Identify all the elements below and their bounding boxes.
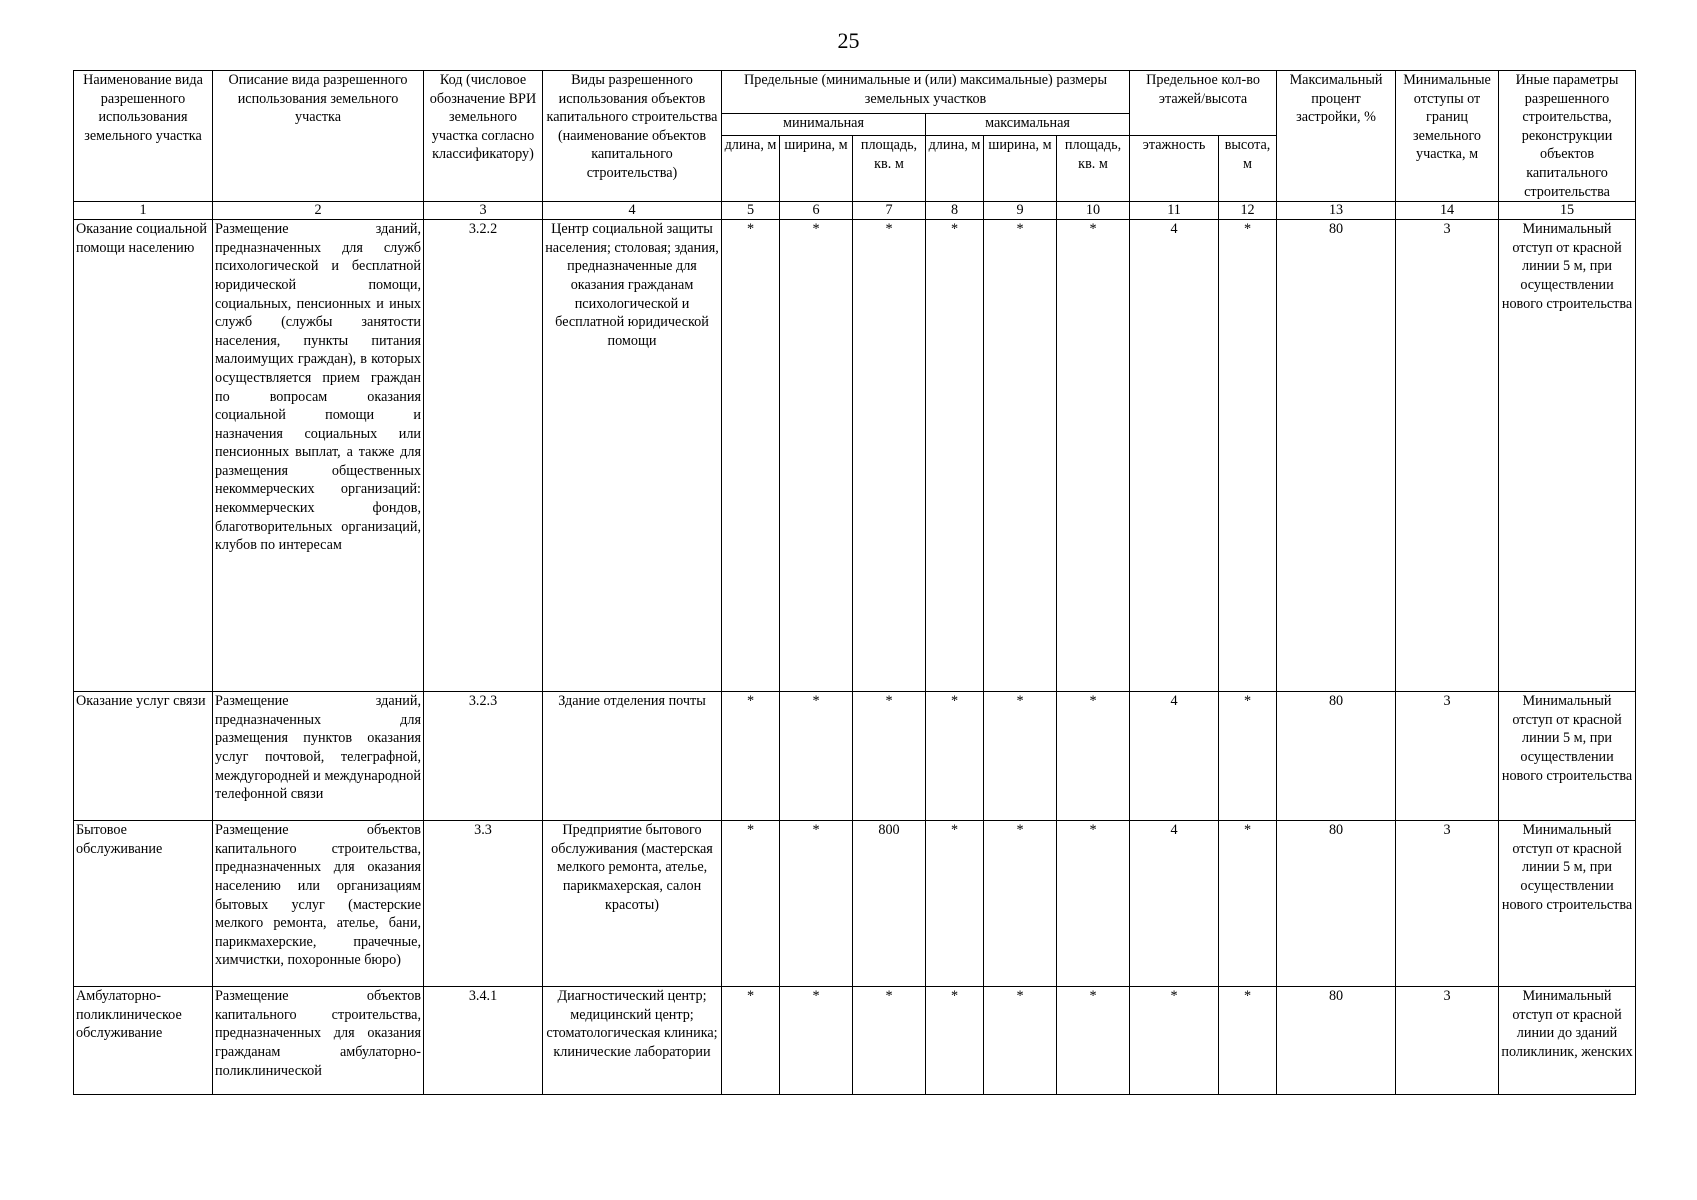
cell-other: Минимальный отступ от красной линии 5 м, при осуществлении нового строительства bbox=[1499, 821, 1636, 987]
header-name: Наименование вида разрешенного использования земельного участка bbox=[74, 71, 213, 202]
cell-description: Размещение объектов капитального строительства, предназначенных для оказания гражданам амбулаторно-поликлинической bbox=[213, 987, 424, 1095]
cell-min-width: * bbox=[780, 692, 853, 821]
cell-name: Амбулаторно-поликлиническое обслуживание bbox=[74, 987, 213, 1095]
cell-other: Минимальный отступ от красной линии до зданий поликлиник, женских bbox=[1499, 987, 1636, 1095]
cell-setback: 3 bbox=[1396, 220, 1499, 692]
cell-min-length: * bbox=[722, 220, 780, 692]
column-number: 13 bbox=[1277, 202, 1396, 220]
cell-max-area: * bbox=[1057, 220, 1130, 692]
cell-setback: 3 bbox=[1396, 821, 1499, 987]
cell-max-length: * bbox=[926, 987, 984, 1095]
cell-min-width: * bbox=[780, 987, 853, 1095]
header-max-area: площадь, кв. м bbox=[1057, 136, 1130, 202]
cell-objects: Предприятие бытового обслуживания (мастерская мелкого ремонта, ателье, парикмахерская, салон красоты) bbox=[543, 821, 722, 987]
header-max: максимальная bbox=[926, 114, 1130, 136]
header-limits: Предельные (минимальные и (или) максимальные) размеры земельных участков bbox=[722, 71, 1130, 114]
cell-setback: 3 bbox=[1396, 987, 1499, 1095]
cell-floors: 4 bbox=[1130, 692, 1219, 821]
header-description: Описание вида разрешенного использования земельного участка bbox=[213, 71, 424, 202]
cell-max-width: * bbox=[984, 821, 1057, 987]
column-number: 9 bbox=[984, 202, 1057, 220]
cell-max-length: * bbox=[926, 692, 984, 821]
cell-max-width: * bbox=[984, 987, 1057, 1095]
cell-floors: * bbox=[1130, 987, 1219, 1095]
cell-max-length: * bbox=[926, 821, 984, 987]
cell-min-area: 800 bbox=[853, 821, 926, 987]
header-floors-height: Предельное кол-во этажей/высота bbox=[1130, 71, 1277, 136]
cell-max-area: * bbox=[1057, 821, 1130, 987]
cell-code: 3.2.3 bbox=[424, 692, 543, 821]
cell-min-width: * bbox=[780, 821, 853, 987]
page-number: 25 bbox=[837, 28, 860, 53]
header-min-length: длина, м bbox=[722, 136, 780, 202]
header-objects: Виды разрешенного использования объектов капитального строительства (наименование объектов капитального строительства) bbox=[543, 71, 722, 202]
cell-description: Размещение зданий, предназначенных для служб психологической и бесплатной юридической помощи, социальных, пенсионных и иных служб (службы занятости населения, пункты питания малоимущих граждан), в которых осуществляется прием граждан по вопросам оказания социальной помощи и назначения социальных или пенсионных выплат, а также для размещения общественных некоммерческих организаций: некоммерческих фондов, благотворительных организаций, клубов по интересам bbox=[213, 220, 424, 692]
cell-floors: 4 bbox=[1130, 821, 1219, 987]
cell-max-percent: 80 bbox=[1277, 821, 1396, 987]
header-max-width: ширина, м bbox=[984, 136, 1057, 202]
cell-max-area: * bbox=[1057, 987, 1130, 1095]
cell-min-area: * bbox=[853, 692, 926, 821]
regulations-table bbox=[73, 70, 1636, 1095]
table-header bbox=[74, 71, 1636, 220]
cell-min-width: * bbox=[780, 220, 853, 692]
cell-code: 3.4.1 bbox=[424, 987, 543, 1095]
column-number: 3 bbox=[424, 202, 543, 220]
cell-objects: Здание отделения почты bbox=[543, 692, 722, 821]
column-number: 15 bbox=[1499, 202, 1636, 220]
cell-code: 3.2.2 bbox=[424, 220, 543, 692]
cell-description: Размещение объектов капитального строительства, предназначенных для оказания населению или организациям бытовых услуг (мастерские мелкого ремонта, ателье, бани, парикмахерские, прачечные, химчистки, похоронные бюро) bbox=[213, 821, 424, 987]
column-number: 11 bbox=[1130, 202, 1219, 220]
column-number: 7 bbox=[853, 202, 926, 220]
column-number: 12 bbox=[1219, 202, 1277, 220]
column-number: 2 bbox=[213, 202, 424, 220]
header-code: Код (числовое обозначение ВРИ земельного участка согласно классификатору) bbox=[424, 71, 543, 202]
column-number: 4 bbox=[543, 202, 722, 220]
header-min-area: площадь, кв. м bbox=[853, 136, 926, 202]
cell-objects: Диагностический центр; медицинский центр; стоматологическая клиника; клинические лаборатории bbox=[543, 987, 722, 1095]
header-height: высота, м bbox=[1219, 136, 1277, 202]
header-other: Иные параметры разрешенного строительства, реконструкции объектов капитального строительства bbox=[1499, 71, 1636, 202]
column-number: 14 bbox=[1396, 202, 1499, 220]
cell-max-width: * bbox=[984, 692, 1057, 821]
cell-min-length: * bbox=[722, 821, 780, 987]
table-row bbox=[74, 821, 1636, 987]
cell-height: * bbox=[1219, 220, 1277, 692]
column-number: 5 bbox=[722, 202, 780, 220]
cell-max-length: * bbox=[926, 220, 984, 692]
column-numbers-row bbox=[74, 202, 1636, 220]
cell-name: Бытовое обслуживание bbox=[74, 821, 213, 987]
cell-height: * bbox=[1219, 692, 1277, 821]
cell-height: * bbox=[1219, 821, 1277, 987]
header-max-percent: Максимальный процент застройки, % bbox=[1277, 71, 1396, 202]
cell-other: Минимальный отступ от красной линии 5 м, при осуществлении нового строительства bbox=[1499, 692, 1636, 821]
table-row bbox=[74, 987, 1636, 1095]
header-floors: этажность bbox=[1130, 136, 1219, 202]
table-row bbox=[74, 220, 1636, 692]
cell-max-percent: 80 bbox=[1277, 220, 1396, 692]
column-number: 10 bbox=[1057, 202, 1130, 220]
cell-max-width: * bbox=[984, 220, 1057, 692]
cell-max-area: * bbox=[1057, 692, 1130, 821]
cell-max-percent: 80 bbox=[1277, 987, 1396, 1095]
cell-min-area: * bbox=[853, 220, 926, 692]
table-row bbox=[74, 692, 1636, 821]
cell-min-length: * bbox=[722, 987, 780, 1095]
column-number: 6 bbox=[780, 202, 853, 220]
cell-name: Оказание социальной помощи населению bbox=[74, 220, 213, 692]
column-number: 8 bbox=[926, 202, 984, 220]
cell-code: 3.3 bbox=[424, 821, 543, 987]
header-max-length: длина, м bbox=[926, 136, 984, 202]
cell-description: Размещение зданий, предназначенных для размещения пунктов оказания услуг почтовой, телеграфной, междугородней и международной телефонной связи bbox=[213, 692, 424, 821]
cell-max-percent: 80 bbox=[1277, 692, 1396, 821]
cell-name: Оказание услуг связи bbox=[74, 692, 213, 821]
column-number: 1 bbox=[74, 202, 213, 220]
header-min-setback: Минимальные отступы от границ земельного участка, м bbox=[1396, 71, 1499, 202]
cell-min-area: * bbox=[853, 987, 926, 1095]
cell-min-length: * bbox=[722, 692, 780, 821]
cell-floors: 4 bbox=[1130, 220, 1219, 692]
cell-height: * bbox=[1219, 987, 1277, 1095]
cell-objects: Центр социальной защиты населения; столовая; здания, предназначенные для оказания гражданам психологической и бесплатной юридической помощи bbox=[543, 220, 722, 692]
cell-other: Минимальный отступ от красной линии 5 м, при осуществлении нового строительства bbox=[1499, 220, 1636, 692]
header-min: минимальная bbox=[722, 114, 926, 136]
header-min-width: ширина, м bbox=[780, 136, 853, 202]
cell-setback: 3 bbox=[1396, 692, 1499, 821]
